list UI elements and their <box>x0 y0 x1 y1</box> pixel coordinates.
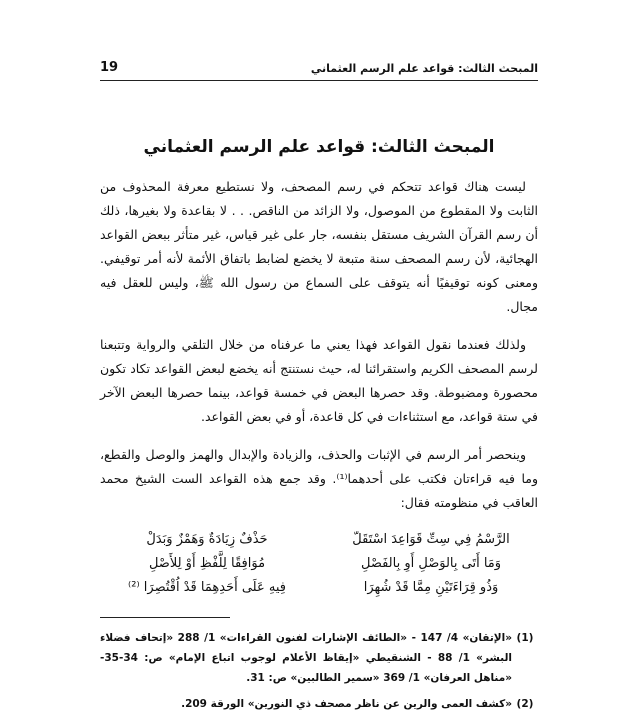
poem-verse-3-first: وَذُو قِرَاءَتَيْنِ مِمَّا قَدْ شُهِرَا <box>363 580 499 595</box>
footnote-2-number: (2) <box>516 698 534 710</box>
poem-verse-3-second: فِيهِ عَلَى أَحَدِهِمَا قَدْ اُقْتُصِرَا ⁽²⁾ <box>128 580 286 595</box>
footnote-1-number: (1) <box>516 632 534 644</box>
footnote-2-text: «كشف العمى والرين عن ناظر مصحف ذي النورين» الورقة 209. <box>181 698 512 710</box>
poem-verse-1-first: الرَّسْمُ فِي سِتِّ قَوَاعِدَ اسْتَقَلّ <box>352 532 510 547</box>
paragraph-1: ليست هناك قواعد تتحكم في رسم المصحف، ولا نستطيع معرفة المحذوف من الثابت ولا المقطوع من الموصول، ولا الزائد من الناقص. . . لا بقاعدة ولا بغيرها، ذلك أن رسم القرآن الشريف مستقل بنفسه، جار على غير قياس، غير متأثر ببعض القواعد الهجائية، لأن رسم المصحف سنة متبعة لا يخضع لضابط باتفاق الأئمة لأنه أمر توقيفي. ومعنى كونه توقيفيًا أنه يتوقف على السماع من رسول الله ﷺ، وليس للعقل فيه مجال. <box>100 179 538 314</box>
poem-block <box>110 529 528 599</box>
running-header <box>100 58 538 81</box>
page-number: 19 <box>100 60 119 75</box>
footnote-1-text: «الإتقان» 4/ 147 - «الطائف الإشارات لفنون القراءات» 1/ 288 «إتحاف فضلاء البشر» 1/ 88 - الشنقيطي «إيقاظ الأعلام لوجوب اتباع الإمام» ص: 34-35- «مناهل العرفان» 1/ 369 «سمير الطالبين» ص: 31. <box>100 632 513 684</box>
poem-verse-1-second: حَذْفٌ زِيَادَةٌ وَهَمْزٌ وَبَدَلْ <box>146 532 268 547</box>
poem-verse-2-first: وَمَا أَتَى بِالوَصْلِ أَوِ بِالفَصْلِ <box>360 556 502 571</box>
section-title: المبحث الثالث: قواعد علم الرسم العثماني <box>143 137 495 157</box>
footnote-divider <box>100 617 230 618</box>
poem-verse-2-second: مُوَافِقًا لِلَّفْظِ أَوْ لِلأَصْلِ <box>148 556 266 571</box>
book-page <box>100 58 538 720</box>
paragraph-2: ولذلك فعندما نقول القواعد فهذا يعني ما عرفناه من خلال التلقي والرواية وتتبعنا لرسم المصحف الكريم واستقرائنا له، حيث نستنتج أنه يخضع لبعض القواعد تكاد تكون محصورة ومضبوطة. وقد حصرها البعض في خمسة قواعد، بينما حصرها البعض الآخر في ستة قواعد، مع استثناءات في كل قاعدة، أو في بعض القواعد. <box>100 337 538 424</box>
paragraph-3: وينحصر أمر الرسم في الإثبات والحذف، والزيادة والإبدال والهمز والوصل والقطع، وما فيه قراءتان فكتب على أحدهما⁽¹⁾. وقد جمع هذه القواعد الست الشيخ محمد العاقب في منظومته فقال: <box>100 447 538 510</box>
footnote-1 <box>100 628 538 688</box>
footnote-2 <box>100 694 538 714</box>
running-title: المبحث الثالث: قواعد علم الرسم العثماني <box>310 62 538 75</box>
